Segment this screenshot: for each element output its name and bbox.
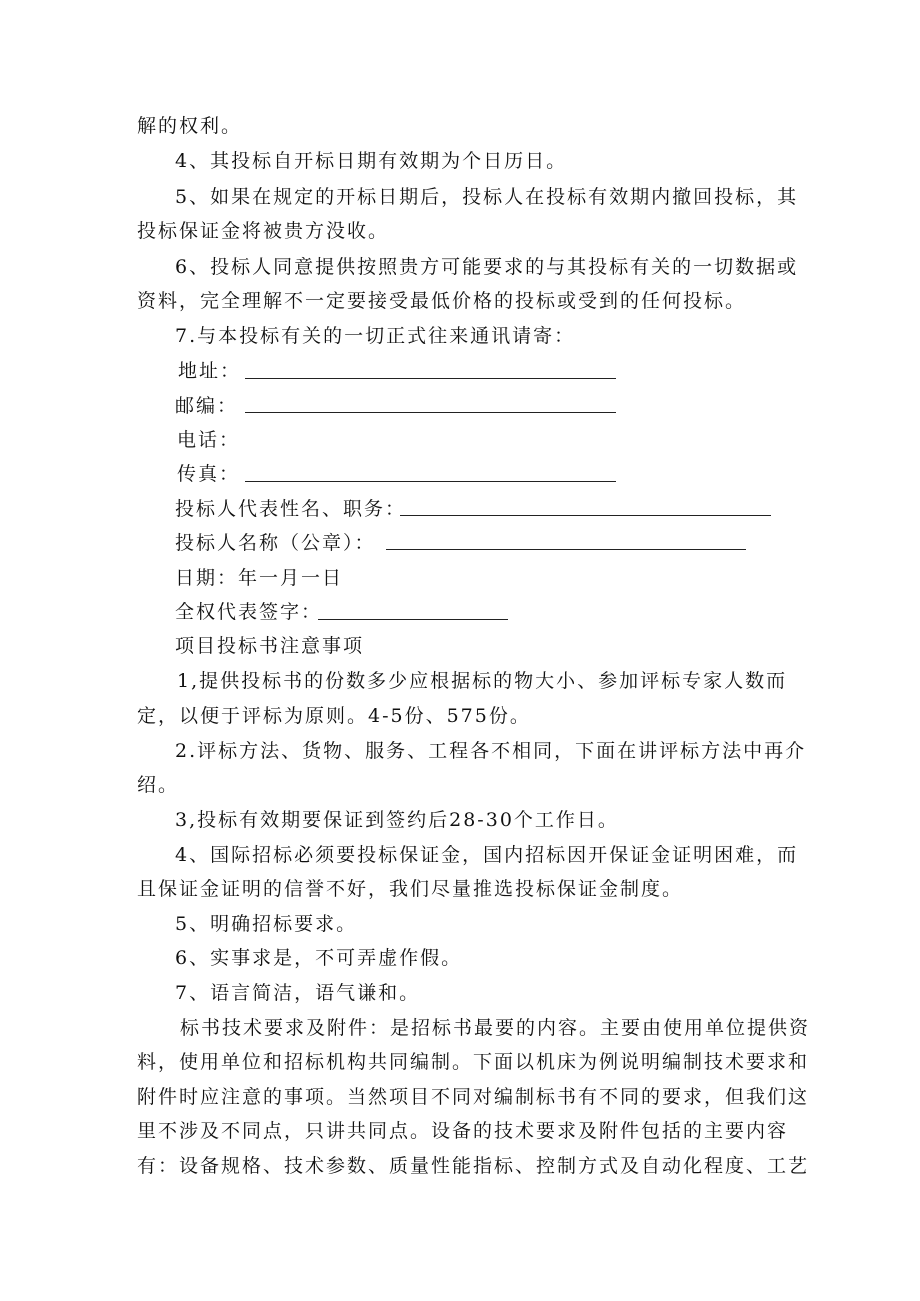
text-line: 绍。 bbox=[137, 774, 180, 796]
text-line: 4、国际招标必须要投标保证金，国内招标因开保证金证明困难，而 bbox=[175, 844, 799, 866]
text-line: 定，以便于评标为原则。4-5份、575份。 bbox=[137, 705, 531, 727]
signature-label: 全权代表签字： bbox=[175, 601, 323, 623]
representative-blank bbox=[400, 515, 771, 516]
text-line: 标书技术要求及附件：是招标书最要的内容。主要由使用单位提供资 bbox=[180, 1017, 811, 1039]
text-line: 里不涉及不同点，只讲共同点。设备的技术要求及附件包括的主要内容 bbox=[137, 1120, 789, 1142]
text-line: 投标保证金将被贵方没收。 bbox=[137, 220, 390, 242]
phone-label: 电话： bbox=[177, 429, 241, 451]
text-line: 7.与本投标有关的一切正式往来通讯请寄： bbox=[175, 325, 576, 347]
fax-blank bbox=[245, 481, 616, 482]
fax-label: 传真： bbox=[177, 463, 241, 485]
text-line: 3,投标有效期要保证到签约后28-30个工作日。 bbox=[175, 809, 619, 831]
bidder-name-label: 投标人名称（公章）： bbox=[175, 532, 376, 554]
text-line: 有：设备规格、技术参数、质量性能指标、控制方式及自动化程度、工艺 bbox=[137, 1155, 810, 1177]
postcode-blank bbox=[245, 412, 616, 413]
text-line: 1,提供投标书的份数多少应根据标的物大小、参加评标专家人数而 bbox=[177, 670, 788, 692]
text-line: 5、如果在规定的开标日期后，投标人在投标有效期内撤回投标，其 bbox=[175, 186, 799, 208]
text-line: 且保证金证明的信誉不好，我们尽量推选投标保证金制度。 bbox=[137, 878, 684, 900]
text-line: 4、其投标自开标日期有效期为个日历日。 bbox=[175, 150, 568, 172]
address-blank bbox=[245, 378, 616, 379]
text-line: 资料，完全理解不一定要接受最低价格的投标或受到的任何投标。 bbox=[137, 290, 747, 312]
signature-blank bbox=[318, 619, 508, 620]
text-line: 附件时应注意的事项。当然项目不同对编制标书有不同的要求，但我们这 bbox=[137, 1086, 810, 1108]
section-title: 项目投标书注意事项 bbox=[175, 635, 365, 657]
text-line: 7、语言简洁，语气谦和。 bbox=[175, 982, 421, 1004]
address-label: 地址： bbox=[178, 360, 242, 382]
text-line: 料，使用单位和招标机构共同编制。下面以机床为例说明编制技术要求和 bbox=[137, 1051, 810, 1073]
text-line: 2.评标方法、货物、服务、工程各不相同，下面在讲评标方法中再介 bbox=[175, 740, 807, 762]
text-line: 6、实事求是，不可弄虚作假。 bbox=[175, 947, 463, 969]
date-line: 日期：年一月一日 bbox=[175, 567, 344, 589]
postcode-label: 邮编： bbox=[175, 395, 239, 417]
text-line: 5、明确招标要求。 bbox=[175, 913, 358, 935]
bidder-name-blank bbox=[386, 549, 746, 550]
text-line: 6、投标人同意提供按照贵方可能要求的与其投标有关的一切数据或 bbox=[175, 256, 799, 278]
representative-label: 投标人代表性名、职务： bbox=[175, 498, 407, 520]
text-line: 解的权利。 bbox=[137, 115, 243, 137]
